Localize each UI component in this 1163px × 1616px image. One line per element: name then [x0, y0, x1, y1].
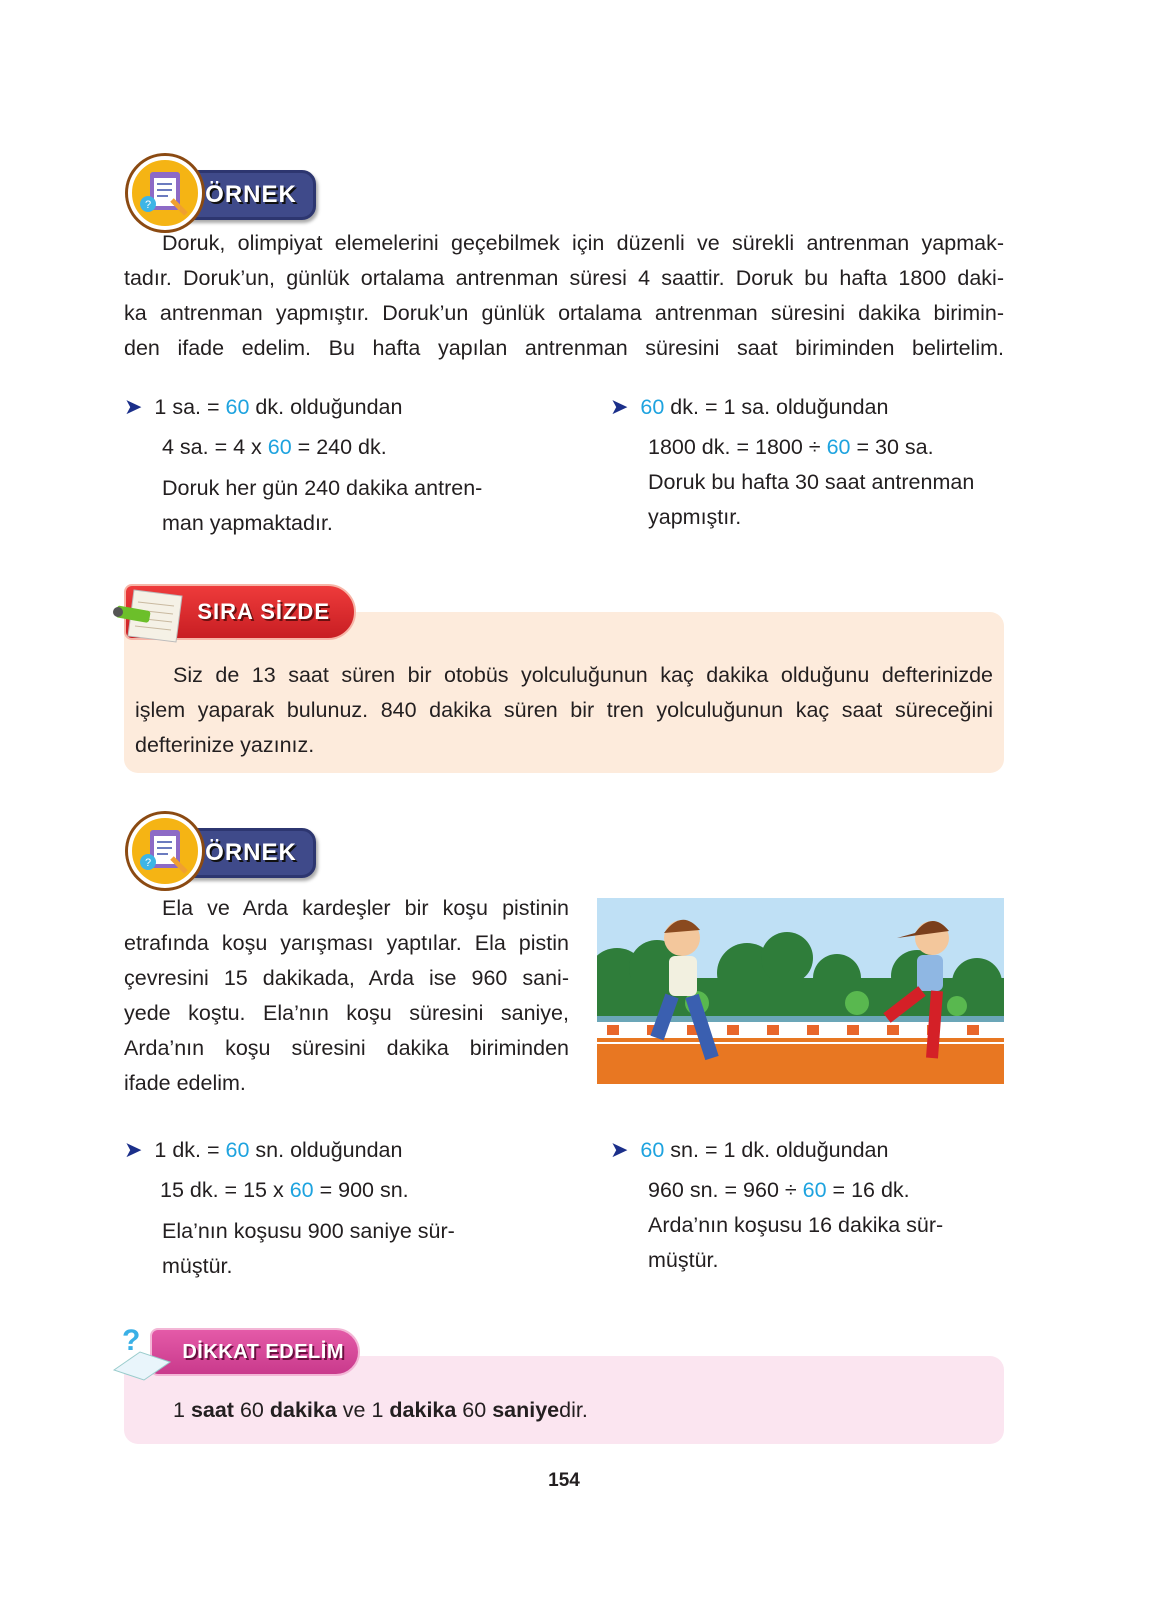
sira-sizde-badge [112, 584, 360, 644]
text-line: Arda’nın koşu süresini dakika biriminden [124, 1036, 569, 1060]
example2-solution-right [610, 1132, 1030, 1278]
example2-solution-left [124, 1132, 544, 1284]
text: 15 dk. = 15 x [160, 1178, 290, 1202]
arrow-bullet-icon: ➤ [124, 1137, 143, 1162]
highlight: 60 [802, 1178, 827, 1202]
text-line: çevresini 15 dakikada, Arda ise 960 sani- [124, 966, 569, 990]
text: = 30 sa. [850, 435, 934, 459]
text: Arda’nın koşusu 16 dakika sür- [648, 1213, 944, 1237]
text: sn. = 1 dk. olduğundan [664, 1138, 889, 1162]
bold-term: saniye [492, 1398, 560, 1422]
bold-term: dakika [389, 1398, 457, 1422]
text: 960 sn. = 960 ÷ [648, 1178, 803, 1202]
text: 1 dk. = [154, 1138, 226, 1162]
clipboard-icon [128, 814, 202, 888]
text: dk. olduğundan [249, 395, 403, 419]
text: yapmıştır. [648, 505, 742, 529]
ornek-label-pill [186, 828, 316, 878]
text: 4 sa. = 4 x [162, 435, 268, 459]
svg-text:?: ? [145, 857, 152, 869]
highlight: 60 [225, 395, 250, 419]
bold-term: dakika [269, 1398, 337, 1422]
text: müştür. [162, 1254, 233, 1278]
arrow-bullet-icon: ➤ [610, 394, 629, 419]
highlight: 60 [640, 395, 665, 419]
text: = 16 dk. [826, 1178, 910, 1202]
sira-sizde-label: SIRA SİZDE [197, 599, 330, 624]
question-book-icon [110, 1322, 174, 1382]
highlight: 60 [267, 435, 292, 459]
ornek-label-pill [186, 170, 316, 220]
notebook-pencil-icon [112, 586, 190, 644]
text-line: tadır. Doruk’un, günlük ortalama antrenman süresi 4 saattir. Doruk bu hafta 1800 daki- [124, 266, 1004, 290]
highlight: 60 [640, 1138, 665, 1162]
text-line: defterinize yazınız. [135, 733, 315, 757]
arrow-bullet-icon: ➤ [610, 1137, 629, 1162]
dikkat-edelim-label: DİKKAT EDELİM [182, 1340, 344, 1363]
example1-solution-left [124, 389, 544, 541]
text-line: ka antrenman yapmıştır. Doruk’un günlük ortalama antrenman süresini dakika birimin- [124, 301, 1004, 325]
text-line: Ela ve Arda kardeşler bir koşu pistinin [162, 896, 569, 920]
ornek-badge [128, 156, 318, 226]
text: man yapmaktadır. [162, 511, 333, 535]
text: sn. olduğundan [249, 1138, 403, 1162]
example1-solution-right [610, 389, 1030, 535]
arrow-bullet-icon: ➤ [124, 394, 143, 419]
page-number: 154 [548, 1470, 580, 1491]
text: 1800 dk. = 1800 ÷ [648, 435, 827, 459]
svg-text:?: ? [122, 1324, 141, 1357]
text: ve 1 [336, 1398, 390, 1422]
dikkat-edelim-badge [110, 1322, 362, 1382]
text: dk. = 1 sa. olduğundan [664, 395, 889, 419]
ornek-label: ÖRNEK [205, 839, 297, 866]
text: 60 [456, 1398, 493, 1422]
text: Doruk her gün 240 dakika antren- [162, 476, 483, 500]
text-line: işlem yaparak bulunuz. 840 dakika süren bir tren yolculuğunun kaç saat süreceğini [135, 698, 993, 722]
text-line: yede koştu. Ela’nın koşu süresini saniye, [124, 1001, 569, 1025]
example1-text [124, 226, 1004, 366]
text-line: etrafında koşu yarışması yaptılar. Ela pistin [124, 931, 569, 955]
highlight: 60 [826, 435, 851, 459]
text: müştür. [648, 1248, 719, 1272]
text: dir. [559, 1398, 588, 1422]
text-line: Siz de 13 saat süren bir otobüs yolculuğunun kaç dakika olduğunu defterinizde [173, 663, 993, 687]
svg-text:?: ? [145, 199, 152, 211]
text-line: Doruk, olimpiyat elemelerini geçebilmek için düzenli ve sürekli antrenman yapmak- [162, 231, 1004, 255]
highlight: 60 [289, 1178, 314, 1202]
clipboard-icon [128, 156, 202, 230]
text-line: den ifade edelim. Bu hafta yapılan antrenman süresini saat biriminden belirtelim. [124, 336, 1004, 360]
ornek-label: ÖRNEK [205, 181, 297, 208]
sira-sizde-text [135, 658, 993, 763]
running-kids-illustration [597, 898, 1004, 1084]
text: = 900 sn. [313, 1178, 409, 1202]
bold-term: saat [190, 1398, 234, 1422]
text: 1 sa. = [154, 395, 226, 419]
text: Ela’nın koşusu 900 saniye sür- [162, 1219, 455, 1243]
text-line: ifade edelim. [124, 1071, 246, 1095]
text: 1 [173, 1398, 191, 1422]
highlight: 60 [225, 1138, 250, 1162]
text: = 240 dk. [291, 435, 387, 459]
example2-text [124, 891, 569, 1101]
text: Doruk bu hafta 30 saat antrenman [648, 470, 975, 494]
dikkat-edelim-text [173, 1398, 588, 1423]
ornek-badge [128, 814, 318, 884]
text: 60 [233, 1398, 270, 1422]
